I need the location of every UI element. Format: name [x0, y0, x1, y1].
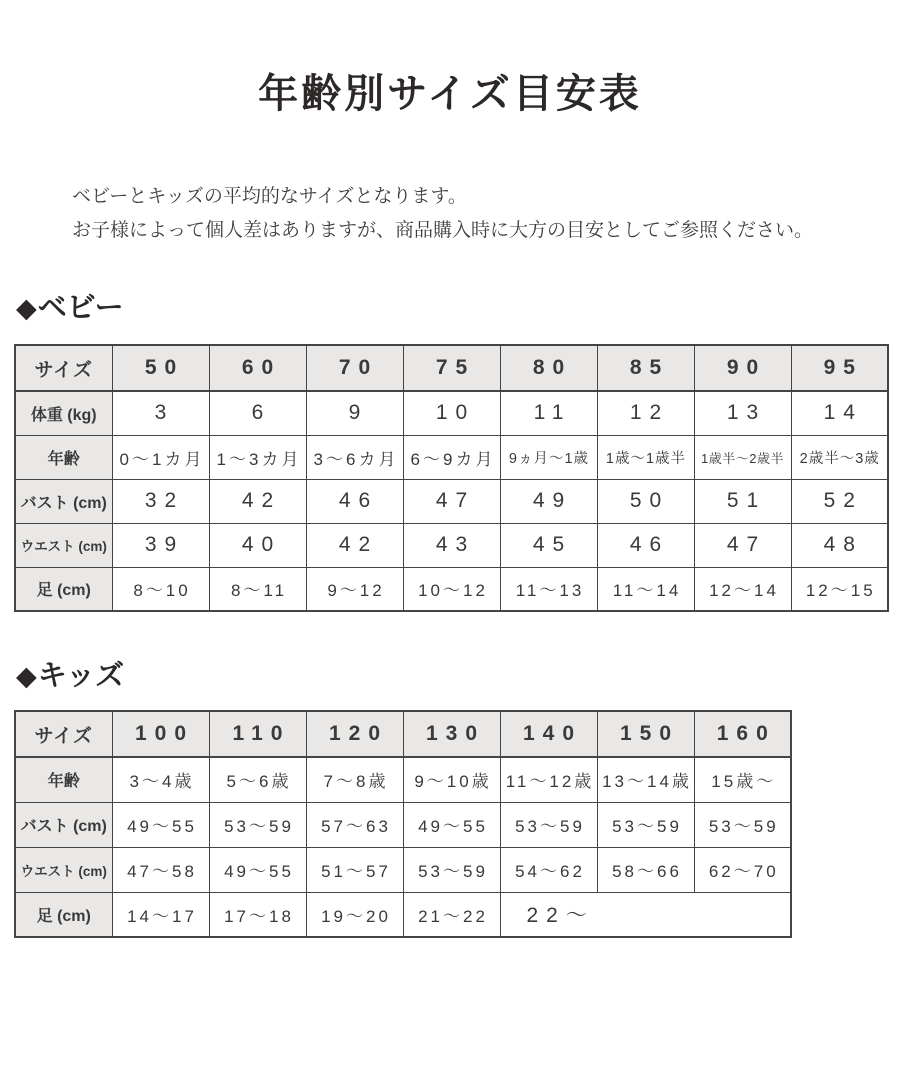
baby-table-cell: 42 — [209, 479, 306, 523]
baby-table-cell: 3〜6カ月 — [306, 435, 403, 479]
kids-row-label: バスト (cm) — [15, 802, 112, 847]
baby-table-cell: 40 — [209, 523, 306, 567]
page-title: 年齢別サイズ目安表 — [258, 72, 642, 116]
kids-table-cell: 100 — [112, 711, 209, 757]
baby-row-label: 体重 (kg) — [15, 391, 112, 435]
baby-table-cell: 39 — [112, 523, 209, 567]
baby-table-cell: 2歳半〜3歳 — [791, 435, 888, 479]
kids-table-cell: 120 — [306, 711, 403, 757]
kids-table-cell: 22〜 — [500, 892, 791, 937]
baby-table-cell: 46 — [306, 479, 403, 523]
baby-table-cell: 13 — [694, 391, 791, 435]
baby-row-label: バスト (cm) — [15, 479, 112, 523]
kids-table-cell: 58〜66 — [597, 847, 694, 892]
baby-table-body — [15, 345, 888, 611]
kids-table-cell: 51〜57 — [306, 847, 403, 892]
baby-table-cell: 6〜9カ月 — [403, 435, 500, 479]
baby-table-cell: 12〜15 — [791, 567, 888, 611]
baby-section-title: ベビー — [37, 292, 124, 324]
kids-table-cell: 53〜59 — [500, 802, 597, 847]
baby-table-cell: 1〜3カ月 — [209, 435, 306, 479]
baby-table-cell: 3 — [112, 391, 209, 435]
baby-table-cell: 45 — [500, 523, 597, 567]
kids-table-body — [15, 711, 791, 937]
kids-size-table — [14, 710, 792, 938]
kids-row-label: 年齢 — [15, 757, 112, 802]
intro-line-2: お子様によって個人差はありますが、商品購入時に大方の目安としてご参照ください。 — [72, 220, 814, 241]
baby-table-cell: 12〜14 — [694, 567, 791, 611]
baby-table-cell: 52 — [791, 479, 888, 523]
baby-table-row — [15, 567, 888, 611]
baby-row-label: 年齢 — [15, 435, 112, 479]
baby-section-heading — [16, 290, 900, 326]
intro-text — [72, 180, 900, 248]
kids-table-row — [15, 892, 791, 937]
kids-table-cell: 53〜59 — [694, 802, 791, 847]
baby-table-cell: 50 — [112, 345, 209, 391]
kids-table-cell: 49〜55 — [403, 802, 500, 847]
baby-table-cell: 10〜12 — [403, 567, 500, 611]
diamond-icon: ◆ — [16, 293, 37, 323]
diamond-icon: ◆ — [16, 661, 37, 691]
kids-table-cell: 53〜59 — [209, 802, 306, 847]
kids-table-cell: 57〜63 — [306, 802, 403, 847]
kids-table-cell: 110 — [209, 711, 306, 757]
baby-table-row — [15, 479, 888, 523]
kids-table-cell: 9〜10歳 — [403, 757, 500, 802]
baby-table-cell: 10 — [403, 391, 500, 435]
kids-table-cell: 11〜12歳 — [500, 757, 597, 802]
baby-table-cell: 11 — [500, 391, 597, 435]
baby-row-label: 足 (cm) — [15, 567, 112, 611]
intro-line-1: ベビーとキッズの平均的なサイズとなります。 — [72, 186, 467, 207]
baby-row-label: ウエスト (cm) — [15, 523, 112, 567]
kids-row-label: サイズ — [15, 711, 112, 757]
baby-table-cell: 47 — [403, 479, 500, 523]
baby-table-cell: 95 — [791, 345, 888, 391]
baby-table-row — [15, 435, 888, 479]
kids-table-cell: 21〜22 — [403, 892, 500, 937]
baby-table-cell: 85 — [597, 345, 694, 391]
kids-table-row — [15, 847, 791, 892]
kids-table-cell: 14〜17 — [112, 892, 209, 937]
kids-table-cell: 130 — [403, 711, 500, 757]
baby-table-cell: 0〜1カ月 — [112, 435, 209, 479]
kids-table-cell: 53〜59 — [403, 847, 500, 892]
kids-table-cell: 150 — [597, 711, 694, 757]
baby-table-cell: 70 — [306, 345, 403, 391]
kids-table-cell: 7〜8歳 — [306, 757, 403, 802]
kids-table-cell: 47〜58 — [112, 847, 209, 892]
baby-table-cell: 43 — [403, 523, 500, 567]
kids-row-label: 足 (cm) — [15, 892, 112, 937]
kids-row-label: ウエスト (cm) — [15, 847, 112, 892]
baby-table-cell: 11〜13 — [500, 567, 597, 611]
baby-table-row — [15, 345, 888, 391]
baby-table-cell: 9〜12 — [306, 567, 403, 611]
kids-table-cell: 3〜4歳 — [112, 757, 209, 802]
kids-table-cell: 17〜18 — [209, 892, 306, 937]
kids-table-cell: 140 — [500, 711, 597, 757]
baby-table-cell: 48 — [791, 523, 888, 567]
kids-section-title: キッズ — [37, 660, 125, 692]
baby-table-cell: 8〜11 — [209, 567, 306, 611]
baby-table-cell: 9 — [306, 391, 403, 435]
kids-table-cell: 13〜14歳 — [597, 757, 694, 802]
kids-table-cell: 15歳〜 — [694, 757, 791, 802]
baby-table-cell: 12 — [597, 391, 694, 435]
baby-table-cell: 75 — [403, 345, 500, 391]
baby-table-cell: 14 — [791, 391, 888, 435]
kids-table-cell: 160 — [694, 711, 791, 757]
baby-table-cell: 6 — [209, 391, 306, 435]
kids-table-row — [15, 802, 791, 847]
baby-table-cell: 11〜14 — [597, 567, 694, 611]
baby-size-table — [14, 344, 889, 612]
kids-table-row — [15, 757, 791, 802]
baby-table-cell: 47 — [694, 523, 791, 567]
baby-table-cell: 9ヵ月〜1歳 — [500, 435, 597, 479]
kids-section-heading — [16, 658, 900, 694]
baby-table-row — [15, 523, 888, 567]
kids-table-cell: 5〜6歳 — [209, 757, 306, 802]
baby-table-row — [15, 391, 888, 435]
kids-table-row — [15, 711, 791, 757]
baby-table-cell: 1歳〜1歳半 — [597, 435, 694, 479]
kids-table-cell: 62〜70 — [694, 847, 791, 892]
kids-table-cell: 49〜55 — [209, 847, 306, 892]
baby-row-label: サイズ — [15, 345, 112, 391]
baby-table-cell: 32 — [112, 479, 209, 523]
baby-table-cell: 49 — [500, 479, 597, 523]
baby-table-cell: 8〜10 — [112, 567, 209, 611]
kids-table-cell: 49〜55 — [112, 802, 209, 847]
kids-table-cell: 19〜20 — [306, 892, 403, 937]
baby-table-cell: 42 — [306, 523, 403, 567]
baby-table-cell: 80 — [500, 345, 597, 391]
baby-table-cell: 1歳半〜2歳半 — [694, 435, 791, 479]
kids-table-cell: 54〜62 — [500, 847, 597, 892]
baby-table-cell: 60 — [209, 345, 306, 391]
baby-table-cell: 46 — [597, 523, 694, 567]
baby-table-cell: 90 — [694, 345, 791, 391]
kids-table-cell: 53〜59 — [597, 802, 694, 847]
baby-table-cell: 51 — [694, 479, 791, 523]
baby-table-cell: 50 — [597, 479, 694, 523]
